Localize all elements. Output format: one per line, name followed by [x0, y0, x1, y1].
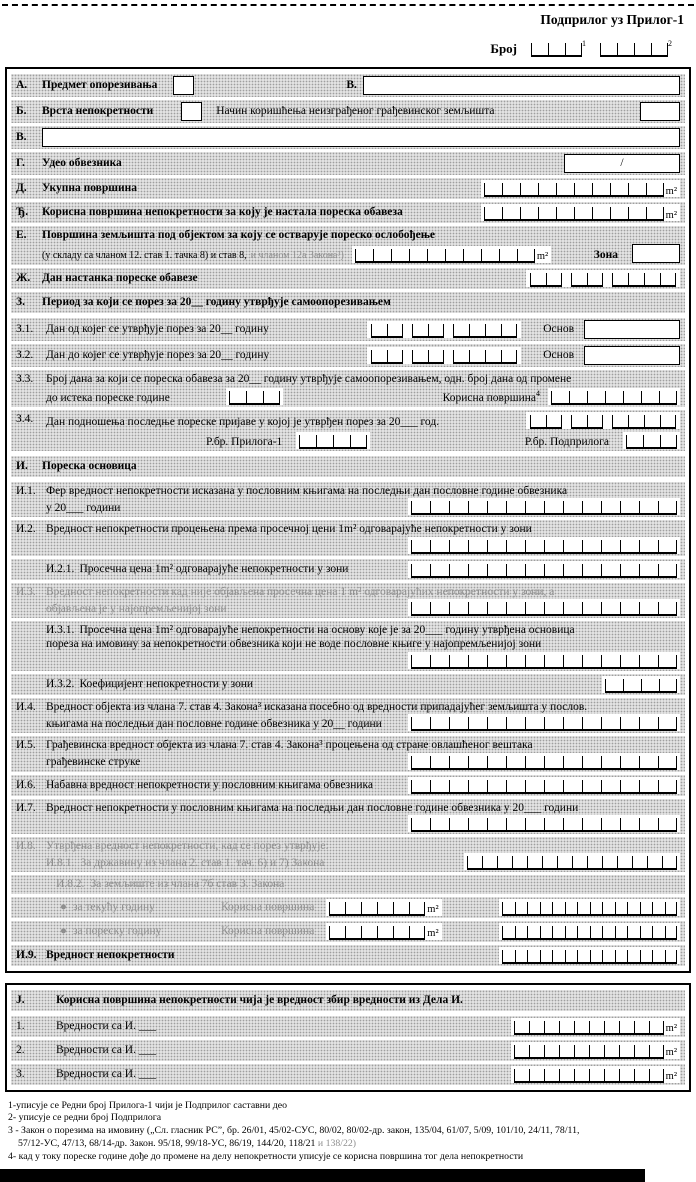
i7-no: И.7.: [16, 801, 36, 814]
row-g: [11, 152, 685, 175]
i32-coef-field[interactable]: [605, 679, 677, 693]
z4-date-field: [526, 412, 680, 429]
j2-no: 2.: [16, 1043, 25, 1056]
row-i6: [11, 775, 685, 796]
i82a-m2-label: m²: [427, 904, 439, 916]
j-label: Корисна површина непокретности чија је вредност збир вредности из Дела И.: [56, 993, 463, 1006]
footnote-3b: 57/12-УС, 47/13, 68/14-др. Закон. 95/18, 99/18-УС, 86/19, 144/20, 118/21 и 138/22): [18, 1137, 357, 1149]
i32-wrap: [602, 676, 680, 693]
i31-no: И.3.1.: [46, 624, 75, 636]
i9-value-field[interactable]: [502, 950, 677, 964]
row-i-header: [11, 456, 685, 477]
z4-rbr1-field[interactable]: [299, 435, 367, 449]
i21-wrap: [408, 561, 680, 578]
i3-line1: Вредност непокретности кад није објављена просечна цена 1 m² одговарајућих непокретности у зони, а: [46, 585, 555, 598]
i1-wrap: [408, 498, 680, 515]
row-i21: [11, 559, 685, 580]
broj-row: [0, 41, 672, 57]
i3-value-field[interactable]: [411, 602, 677, 616]
z3-kp-label: Корисна површина$^4$: [442, 388, 540, 404]
z1-label: Дан од којег се утврђује порез за 20__ годину: [46, 322, 269, 335]
i3-wrap: [408, 599, 680, 616]
i82-label: За земљиште из члана 7б став 3. Закона: [90, 878, 285, 891]
z4-no: З.4.: [16, 412, 34, 425]
i82a-kp-wrap: [326, 899, 441, 916]
dj-m2-label: m²: [665, 209, 677, 221]
i1-line2: у 20___ години: [46, 501, 121, 514]
g-share-box[interactable]: [564, 154, 680, 173]
i82b-bullet-icon: ●: [60, 924, 67, 937]
broj-field-2[interactable]: [600, 43, 668, 57]
z1-month-field[interactable]: [412, 324, 444, 338]
row-z-header: [11, 292, 685, 313]
z3-line1: Број дана за који се пореска обавеза за 20__ годину утврђује самоопорезивањем, одн. број дана од промене: [46, 372, 572, 385]
broj-group-1: [531, 39, 586, 57]
d-no: Д.: [16, 182, 27, 195]
z1-no: З.1.: [16, 322, 34, 335]
d-area-field[interactable]: [484, 183, 664, 197]
z4-rbr2-field[interactable]: [626, 435, 677, 449]
d-field-wrap: [481, 180, 680, 197]
zh-year-field[interactable]: [612, 273, 676, 287]
row-v: [11, 126, 685, 149]
z1-osnov-box[interactable]: [584, 320, 680, 339]
i81-label: За државину из члана 2. став 1. тач. 6) и 7) Закона: [80, 856, 325, 869]
i2-wrap: [408, 537, 680, 554]
e-m2-label: m²: [536, 251, 549, 262]
footnote-3-grey: и 138/22): [317, 1137, 357, 1149]
i82a-kp-field[interactable]: [329, 902, 425, 916]
j3-area-field[interactable]: [514, 1069, 664, 1083]
i82a-bullet-icon: ●: [60, 900, 67, 913]
i82a-value-field[interactable]: [502, 902, 677, 916]
j-no: Ј.: [16, 993, 25, 1006]
row-z2: [11, 344, 685, 367]
i6-value-field[interactable]: [411, 780, 677, 794]
a-code-box[interactable]: [173, 76, 194, 95]
z2-month-field[interactable]: [412, 350, 444, 364]
a-v-no: В.: [346, 79, 357, 92]
j1-wrap: [511, 1018, 680, 1035]
z3-no: З.3.: [16, 372, 34, 385]
e-note-grey: и чланом 12а Закона³): [250, 250, 344, 261]
j3-label: Вредности са И. ___: [56, 1067, 157, 1080]
row-j3: [11, 1064, 685, 1085]
i82b-val-wrap: [499, 923, 680, 940]
row-i31: [11, 621, 685, 671]
row-i3: [11, 583, 685, 618]
zh-no: Ж.: [16, 271, 31, 284]
main-section: [5, 67, 691, 973]
i81-value-field[interactable]: [467, 856, 677, 870]
e-note-black: (у складу са чланом 12. став 1. тачка 8) и став 8,: [42, 250, 247, 261]
dj-field-wrap: [481, 204, 680, 221]
form-header: [0, 12, 696, 57]
row-z3: [11, 370, 685, 407]
row-i9: [11, 945, 685, 966]
z3-kp-field[interactable]: [551, 391, 677, 405]
zh-month-field[interactable]: [571, 273, 603, 287]
row-i7: [11, 799, 685, 834]
i5-value-field[interactable]: [411, 756, 677, 770]
z2-year-field[interactable]: [453, 350, 517, 364]
footnote-4: 4- кад у току пореске године дође до промене на делу непокретности уписује се корисна површина тог дела непокретности: [8, 1150, 524, 1162]
e-field-wrap: [352, 246, 551, 263]
j1-area-field[interactable]: [514, 1021, 664, 1035]
i1-line1: Фер вредност непокретности исказана у пословним књигама на последњи дан пословне године обвезника: [46, 484, 568, 497]
e-label: Површина земљишта под објектом за коју се остварује пореско ослобођење: [42, 229, 435, 242]
i32-no: И.3.2.: [46, 678, 75, 691]
row-i82: [11, 875, 685, 893]
z1-date-field: [367, 321, 521, 338]
i-label: Пореска основица: [42, 460, 137, 473]
j3-wrap: [511, 1066, 680, 1083]
i82b-m2-label: m²: [427, 928, 439, 940]
row-j-header: [11, 990, 685, 1011]
row-e: [11, 226, 685, 264]
z1-year-field[interactable]: [453, 324, 517, 338]
i-no: И.: [16, 460, 28, 473]
i82b-kp-field[interactable]: [329, 926, 425, 940]
row-z1: [11, 318, 685, 341]
i6-no: И.6.: [16, 778, 36, 791]
z1-osnov-label: Основ: [543, 322, 574, 335]
i2-label: Вредност непокретности процењена према просечној цени 1m² одговарајуће непокретности у зони: [46, 523, 532, 536]
g-slash: /: [620, 157, 624, 170]
row-b: [11, 100, 685, 123]
row-dj: [11, 202, 685, 223]
dj-area-field[interactable]: [484, 207, 664, 221]
b-no: Б.: [16, 105, 27, 118]
i1-value-field[interactable]: [411, 501, 677, 515]
i5-wrap: [408, 753, 680, 770]
i81-wrap: [464, 853, 680, 870]
j1-label: Вредности са И. ___: [56, 1019, 157, 1032]
row-i1: [11, 482, 685, 517]
i82a-label: за текућу годину: [72, 900, 155, 913]
z4-month-field[interactable]: [571, 415, 603, 429]
j3-m2-label: m²: [665, 1071, 677, 1083]
i8-label: Утврђена вредност непокретности, кад се порез утврђује:: [46, 839, 329, 852]
i6-label: Набавна вредност непокретности у пословним књигама обвезника: [46, 778, 374, 791]
j2-wrap: [511, 1042, 680, 1059]
row-d: [11, 178, 685, 199]
i9-no: И.9.: [16, 948, 37, 961]
z4-rbr2-label: Р.бр. Подприлога: [524, 435, 609, 448]
row-a: [11, 74, 685, 97]
e-zona-box[interactable]: [632, 244, 680, 263]
j2-area-field[interactable]: [514, 1045, 664, 1059]
a-no: А.: [16, 79, 28, 92]
z2-osnov-box[interactable]: [584, 346, 680, 365]
form-title: Подприлог уз Прилог-1: [540, 12, 684, 27]
z2-label: Дан до којег се утврђује порез за 20__ годину: [46, 348, 270, 361]
a-label: Предмет опорезивања: [42, 79, 158, 92]
i82b-value-field[interactable]: [502, 926, 677, 940]
j-section: [5, 983, 691, 1092]
row-z4: [11, 410, 685, 451]
i3-no: И.3.: [16, 585, 36, 598]
footnote-3: 3 - Закон о порезима на имовину („Сл. гласник РС”, бр. 26/01, 45/02-СУС, 80/02, 80/02-др. закон, 135/04, 61/07, 5/09, 101/10, 24/11, 78/11,: [8, 1125, 580, 1137]
z2-osnov-label: Основ: [543, 348, 574, 361]
broj-label: Број: [490, 40, 517, 56]
cut-line: [2, 4, 694, 6]
z3-days-wrap: [226, 388, 283, 405]
v-value-box-top[interactable]: [363, 76, 680, 95]
i4-line2: књигама на последњи дан пословне године обвезника у 20__ години: [46, 717, 382, 730]
g-no: Г.: [16, 157, 25, 170]
z3-kp-footref: 4: [536, 388, 540, 398]
i7-label: Вредност непокретности у пословним књигама на последњи дан пословне године обвезника у 20___ години: [46, 801, 579, 814]
row-i5: [11, 736, 685, 771]
i3-line2: објављена је у најопремљенијој зони: [46, 602, 227, 615]
z3-line2: до истека пореске године: [46, 391, 170, 404]
e-zona-label: Зона: [593, 249, 618, 262]
d-label: Укупна површина: [42, 182, 137, 195]
i8-no: И.8.: [16, 839, 36, 852]
footnote-1: 1-уписује се Редни број Прилога-1 чији је Подприлог саставни део: [8, 1099, 287, 1111]
i4-value-field[interactable]: [411, 717, 677, 731]
row-i8: [11, 837, 685, 872]
e-area-field[interactable]: [355, 249, 535, 263]
i82b-kp-label: Корисна површина: [220, 924, 315, 937]
i2-no: И.2.: [16, 523, 36, 536]
d-m2-label: m²: [665, 185, 677, 197]
v-value-box[interactable]: [42, 128, 680, 147]
footnote-2: 2- уписује се редни број Подприлога: [8, 1112, 162, 1124]
z-no: З.: [16, 295, 25, 308]
i9-wrap: [499, 947, 680, 964]
i2-value-field[interactable]: [411, 540, 677, 554]
z4-rbr1-label: Р.бр. Прилога-1: [206, 435, 283, 448]
g-label: Удео обвезника: [42, 157, 122, 170]
row-zh: [11, 268, 685, 289]
z2-no: З.2.: [16, 348, 34, 361]
j1-no: 1.: [16, 1019, 25, 1032]
i31-value-field[interactable]: [411, 655, 677, 669]
i32-label: Коефицијент непокретности у зони: [79, 678, 254, 691]
i7-value-field[interactable]: [411, 818, 677, 832]
i82b-label: за пореску годину: [72, 924, 162, 937]
z2-day-field[interactable]: [371, 350, 403, 364]
zh-label: Дан настанка пореске обавезе: [42, 271, 198, 284]
z3-kp-wrap: [548, 388, 680, 405]
z1-day-field[interactable]: [371, 324, 403, 338]
i82a-val-wrap: [499, 899, 680, 916]
row-i32: [11, 674, 685, 695]
i82a-kp-label: Корисна површина: [220, 900, 315, 913]
b-note: Начин коришћења неизграђеног грађевинског земљишта: [216, 105, 495, 118]
z4-rbr1-wrap: [296, 432, 370, 449]
i31-wrap: [408, 652, 680, 669]
b-usage-box[interactable]: [640, 102, 680, 121]
row-i2: [11, 520, 685, 555]
dj-label: Корисна површина непокретности за коју је настала пореска обавеза: [42, 206, 403, 219]
i7-wrap: [408, 815, 680, 832]
footnotes: [8, 1100, 688, 1164]
dj-no: Ђ.: [16, 206, 29, 219]
row-j2: [11, 1040, 685, 1061]
b-label: Врста непокретности: [42, 105, 154, 118]
i81-no: И.8.1.: [46, 856, 75, 869]
broj-group-2: [600, 39, 672, 57]
i21-value-field[interactable]: [411, 564, 677, 578]
i4-line1: Вредност објекта из члана 7. став 4. Закона³ исказана посебно од вредности припадајућег земљишта у послов.: [46, 700, 588, 713]
j1-m2-label: m²: [665, 1023, 677, 1035]
row-j1: [11, 1016, 685, 1037]
broj-footref-2: 2: [668, 39, 672, 49]
broj-footref-1: 1: [582, 39, 586, 49]
i31-line2: пореза на имовину за непокретности обвезника који не воде пословне књиге у најопремљенијој зони: [46, 638, 542, 651]
i1-no: И.1.: [16, 484, 36, 497]
z4-day-field[interactable]: [530, 415, 562, 429]
z2-date-field: [367, 347, 521, 364]
z3-days-field[interactable]: [229, 391, 280, 405]
v-no: В.: [16, 131, 27, 144]
i21-label: Просечна цена 1m² одговарајуће непокретности у зони: [79, 562, 349, 575]
i6-wrap: [408, 777, 680, 794]
i21-no: И.2.1.: [46, 562, 75, 575]
i5-line2: грађевинске струке: [46, 756, 141, 769]
j2-m2-label: m²: [665, 1047, 677, 1059]
i5-no: И.5.: [16, 739, 36, 752]
z4-rbr2-wrap: [623, 432, 680, 449]
zh-day-field[interactable]: [530, 273, 562, 287]
broj-field-1[interactable]: [531, 43, 582, 57]
i5-line1: Грађевинска вредност објекта из члана 7. став 4. Закона³ процењена од стране овлашћеног вештака: [46, 739, 533, 752]
row-i82b: [11, 921, 685, 942]
z4-label: Дан подношења последње пореске пријаве у којој је утврђен порез за 20___ год.: [46, 415, 440, 428]
row-i82a: [11, 897, 685, 918]
i4-wrap: [408, 714, 680, 731]
row-i4: [11, 698, 685, 733]
z4-year-field[interactable]: [612, 415, 676, 429]
i82-no: И.8.2.: [56, 878, 85, 891]
i31-line1: Просечна цена 1m² одговарајуће непокретности на основу које је за 20___ годину утврђена основица: [79, 624, 575, 636]
zh-date-field: [526, 270, 680, 287]
z-label: Период за који се порез за 20__ годину утврђује самоопорезивањем: [42, 295, 391, 308]
j2-label: Вредности са И. ___: [56, 1043, 157, 1056]
b-code-box[interactable]: [181, 102, 202, 121]
j3-no: 3.: [16, 1067, 25, 1080]
i4-no: И.4.: [16, 700, 36, 713]
e-no: Е.: [16, 229, 27, 242]
scan-artifact-bar: [0, 1169, 645, 1182]
i9-label: Вредност непокретности: [46, 948, 175, 961]
i82b-kp-wrap: [326, 923, 441, 940]
